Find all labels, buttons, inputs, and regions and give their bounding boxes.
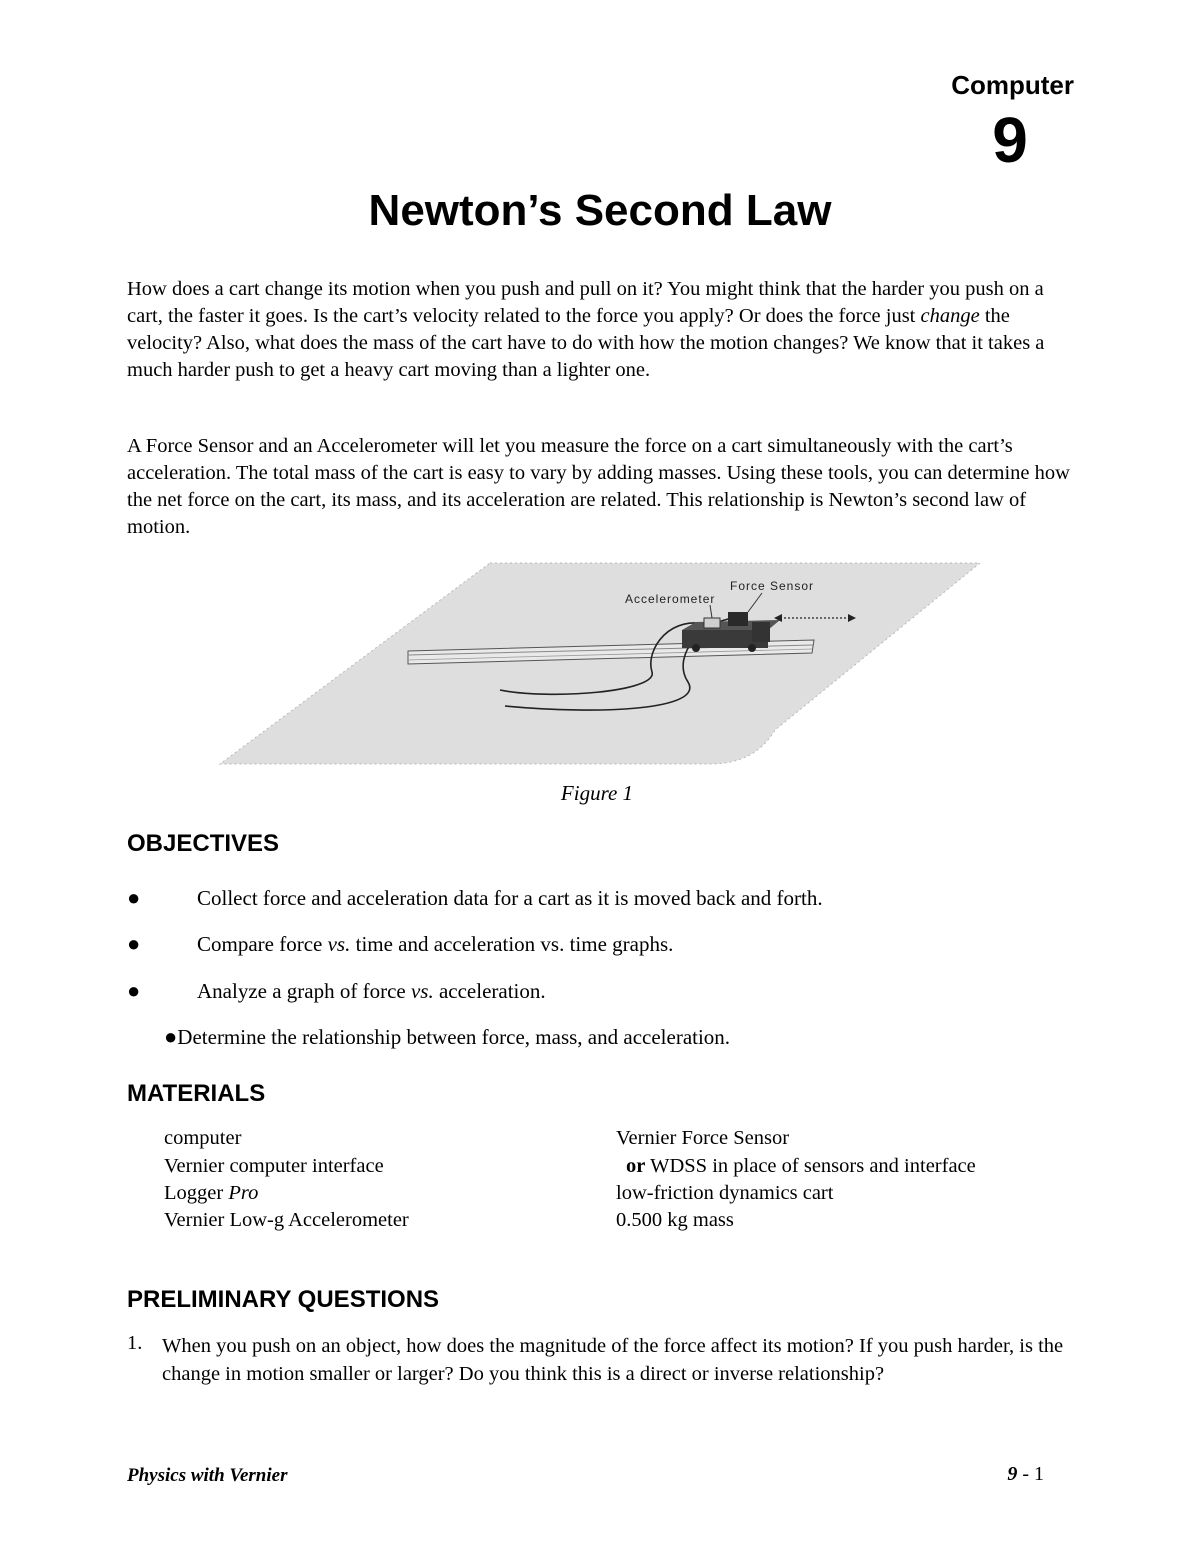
objective-item — [127, 930, 140, 958]
table-surface — [220, 563, 980, 764]
intro-paragraph-2: A Force Sensor and an Accelerometer will let you measure the force on a cart simultaneously with the cart’s acceleration. The total mass of the cart is easy to vary by adding masses. Using these tools, you can determine how the net force on the cart, its mass, and its acceleration are related. This relationship is Newton’s second law of motion. — [127, 435, 1070, 538]
intro-paragraph-1 — [127, 276, 1077, 384]
objective-item — [127, 977, 140, 1005]
question-number: 1. — [127, 1332, 143, 1354]
objective-text: Collect force and acceleration data for a cart as it is moved back and forth. — [197, 886, 823, 910]
material-item: Logger Pro — [164, 1182, 259, 1204]
bullet-icon: ● — [127, 978, 141, 1003]
preliminary-heading: PRELIMINARY QUESTIONS — [127, 1286, 440, 1313]
material-item: computer — [164, 1127, 242, 1149]
material-item: Vernier Low-g Accelerometer — [164, 1209, 409, 1231]
chapter-label: Computer — [951, 70, 1074, 100]
force-sensor-label: Force Sensor — [730, 579, 815, 593]
objective-item — [127, 884, 140, 912]
objective-item — [164, 1023, 730, 1051]
footer-book-title: Physics with Vernier — [127, 1465, 288, 1486]
bullet-icon: ● — [127, 931, 141, 956]
question-text: When you push on an object, how does the magnitude of the force affect its motion? If you push harder, is the change in motion smaller or larger? Do you think this is a direct or inverse relationship? — [162, 1335, 1064, 1385]
bullet-icon: ● — [164, 1024, 178, 1049]
material-item: low-friction dynamics cart — [616, 1182, 834, 1204]
objectives-heading: OBJECTIVES — [127, 830, 280, 857]
chapter-number: 9 — [992, 104, 1028, 176]
material-item: or WDSS in place of sensors and interface — [626, 1155, 976, 1177]
or-label: or — [626, 1155, 646, 1177]
bullet-icon: ● — [127, 885, 141, 910]
footer-page-number: 9 - 1 — [1007, 1463, 1044, 1485]
materials-heading: MATERIALS — [127, 1080, 266, 1107]
force-sensor — [728, 612, 748, 626]
figure-caption: Figure 1 — [560, 781, 634, 805]
intro-text: the velocity? Also, what does the mass of the cart have to do with how the motion changes? We know that it takes a much harder push to get a heavy cart moving than a lighter one. — [127, 305, 1045, 381]
material-item: 0.500 kg mass — [616, 1209, 734, 1231]
objective-text: Determine the relationship between force, mass, and acceleration. — [177, 1025, 731, 1049]
material-item: Vernier computer interface — [164, 1155, 384, 1177]
objective-text: Compare force vs. time and acceleration vs. time graphs. — [197, 932, 674, 956]
intro-emphasis: change — [920, 305, 980, 327]
objective-text: Analyze a graph of force vs. acceleration. — [197, 979, 546, 1003]
accelerometer-label: Accelerometer — [625, 592, 716, 606]
intro-text: How does a cart change its motion when you push and pull on it? You might think that the harder you push on a cart, the faster it goes. Is the cart’s velocity related to the force you apply? Or does the force just — [127, 278, 1044, 327]
material-item: Vernier Force Sensor — [616, 1127, 790, 1149]
figure-1-illustration — [200, 560, 1000, 770]
accelerometer — [704, 618, 720, 628]
page-title: Newton’s Second Law — [368, 186, 832, 235]
